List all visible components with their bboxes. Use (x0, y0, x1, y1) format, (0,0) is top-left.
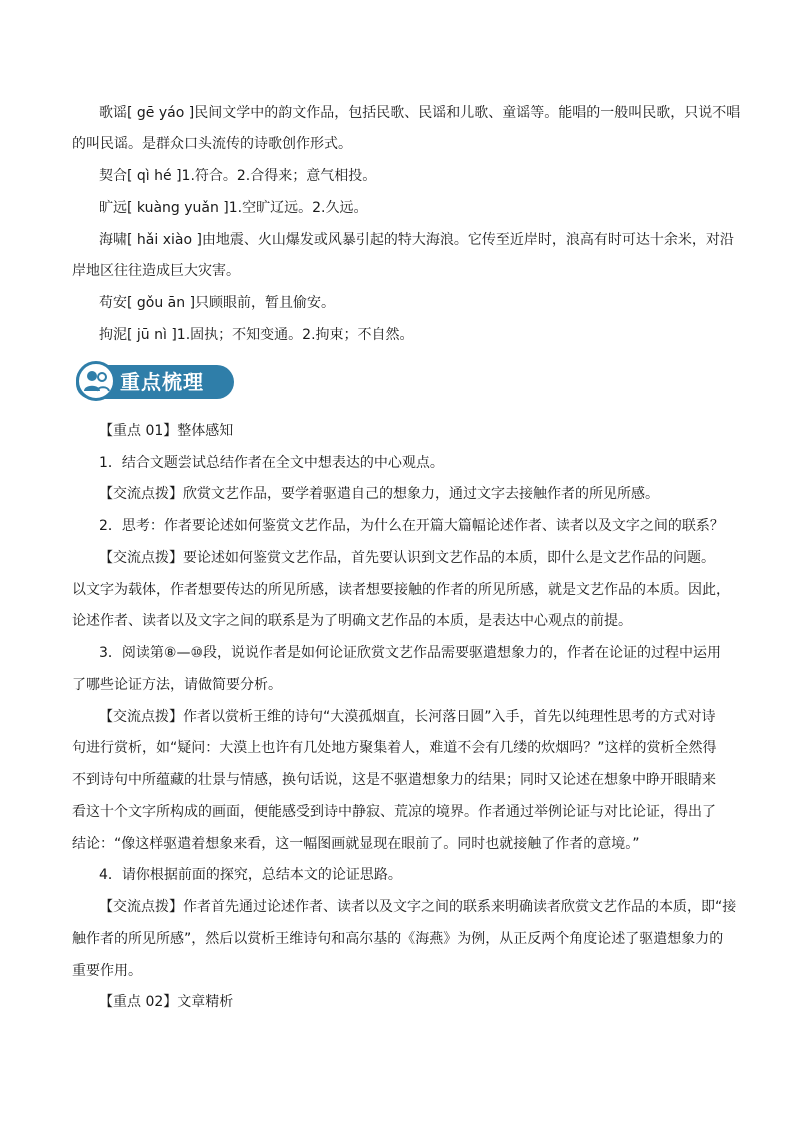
question-3-line2: 了哪些论证方法，请做简要分析。 (72, 677, 282, 693)
answer-3-line5: 结论：“像这样驱遣着想象来看，这一幅图画就显现在眼前了。同时也就接触了作者的意境。” (72, 836, 640, 852)
question-4: 4．请你根据前面的探究，总结本文的论证思路。 (99, 867, 402, 883)
vocab-qihe: 契合[ qì hé ]1.符合。2.合得来；意气相投。 (99, 168, 377, 184)
answer-2-line1: 【交流点拨】要论述如何鉴赏文艺作品，首先要认识到文艺作品的本质，即什么是文艺作品的问题。 (99, 550, 715, 566)
answer-2-line2: 以文字为载体，作者想要传达的所见所感，读者想要接触的作者的所见所感，就是文艺作品的本质。因此， (72, 582, 730, 598)
vocab-juni: 拘泥[ jū nì ]1.固执；不知变通。2.拘束；不自然。 (99, 327, 414, 343)
section-title: 重点梳理 (120, 370, 204, 394)
key02-heading: 【重点 02】文章精析 (99, 994, 234, 1010)
vocab-kuangyuan: 旷远[ kuàng yuǎn ]1.空旷辽远。2.久远。 (99, 200, 368, 216)
answer-2-line3: 论述作者、读者以及文字之间的联系是为了明确文艺作品的本质，是表达中心观点的前提。 (72, 613, 632, 629)
section-banner (76, 361, 234, 401)
vocab-gouan: 苟安[ gǒu ān ]只顾眼前，暂且偷安。 (99, 295, 336, 311)
answer-3-line1: 【交流点拨】作者以赏析王维的诗句“大漠孤烟直，长河落日圆”入手，首先以纯理性思考的方式对诗 (99, 709, 716, 725)
question-2: 2．思考：作者要论述如何鉴赏文艺作品，为什么在开篇大篇幅论述作者、读者以及文字之间的联系？ (99, 518, 724, 534)
vocab-geyao-line1: 歌谣[ gē yáo ]民间文学中的韵文作品，包括民歌、民谣和儿歌、童谣等。能唱的一般叫民歌，只说不唱 (99, 105, 741, 121)
question-1: 1．结合文题尝试总结作者在全文中想表达的中心观点。 (99, 455, 444, 471)
key01-heading: 【重点 01】整体感知 (99, 423, 234, 439)
answer-3-line4: 看这十个文字所构成的画面，便能感受到诗中静寂、荒凉的境界。作者通过举例论证与对比论证，得出了 (72, 804, 716, 820)
answer-4-line3: 重要作用。 (72, 963, 142, 979)
answer-3-line3: 不到诗句中所蕴藏的壮景与情感，换句话说，这是不驱遣想象力的结果；同时又论述在想象中睁开眼睛来 (72, 772, 716, 788)
answer-4-line2: 触作者的所见所感”，然后以赏析王维诗句和高尔基的《海燕》为例，从正反两个角度论述了驱遣想象力的 (72, 931, 724, 947)
answer-4-line1: 【交流点拨】作者首先通过论述作者、读者以及文字之间的联系来明确读者欣赏文艺作品的本质，即“接 (99, 899, 737, 915)
question-3-line1: 3．阅读第⑧—⑩段，说说作者是如何论证欣赏文艺作品需要驱遣想象力的，作者在论证的过程中运用 (99, 645, 722, 661)
answer-1: 【交流点拨】欣赏文艺作品，要学着驱遣自己的想象力，通过文字去接触作者的所见所感。 (99, 486, 659, 502)
vocab-geyao-line2: 的叫民谣。是群众口头流传的诗歌创作形式。 (72, 136, 352, 152)
vocab-haixiao-line1: 海啸[ hǎi xiào ]由地震、火山爆发或风暴引起的特大海浪。它传至近岸时，浪高有时可达十余米，对沿 (99, 232, 734, 248)
people-icon (76, 361, 116, 401)
answer-3-line2: 句进行赏析，如“疑问：大漠上也许有几处地方聚集着人，难道不会有几缕的炊烟吗？”这样的赏析全然得 (72, 740, 717, 756)
vocab-haixiao-line2: 岸地区往往造成巨大灾害。 (72, 263, 240, 279)
